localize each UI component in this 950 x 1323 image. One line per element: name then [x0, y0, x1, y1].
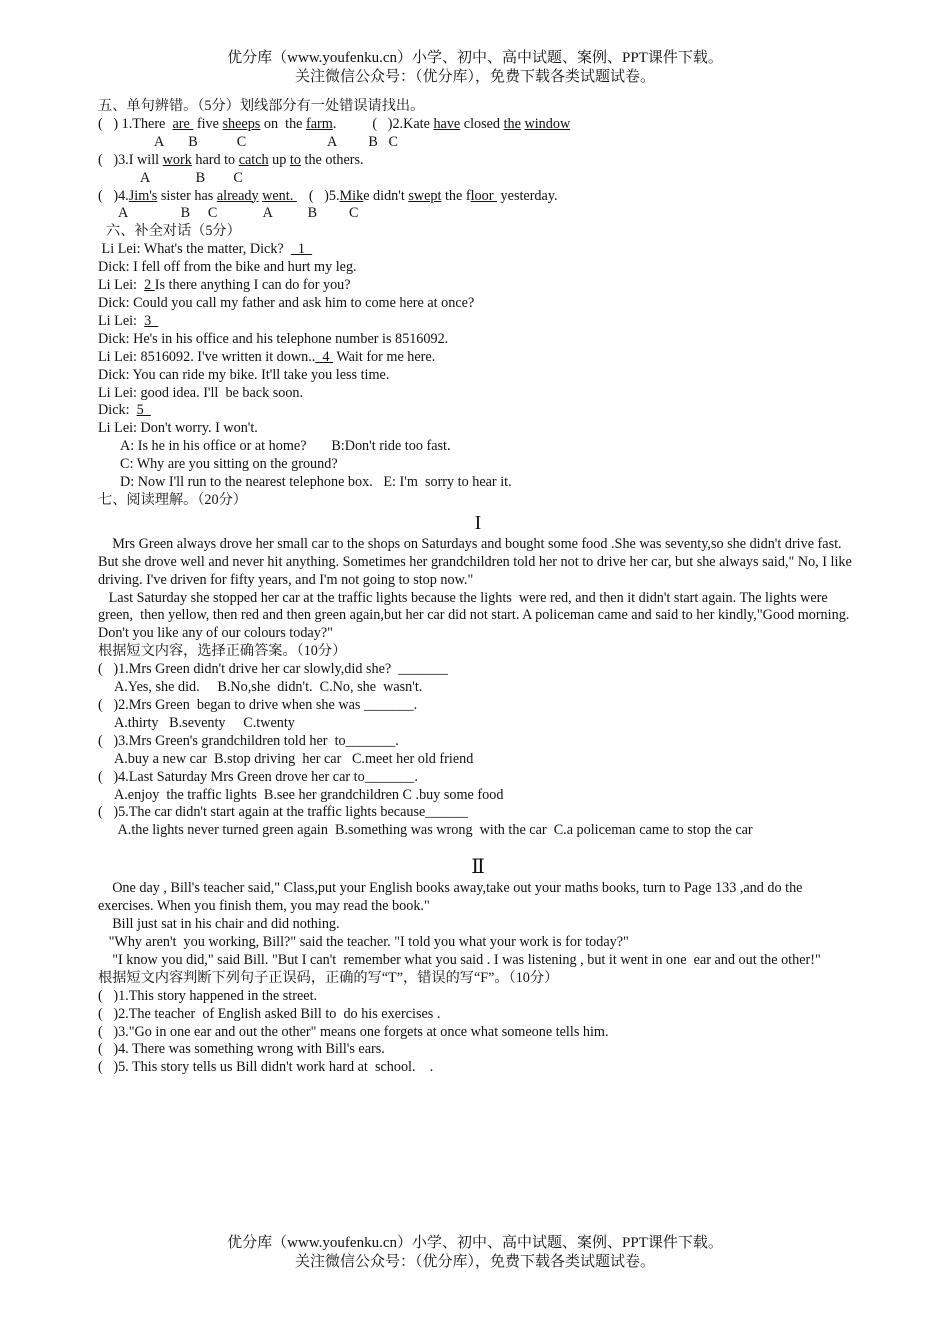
page-header — [0, 49, 950, 87]
q5-prefix: ( )5. — [308, 187, 340, 204]
passage2-paragraph: One day , Bill's teacher said," Class,put your English books away,take out your maths books, turn to Page 133 ,and do the exercises. When you finish them, you may read the book." — [98, 880, 807, 915]
section5-title: 五、单句辨错。（5分）划线部分有一处错误请找出。 — [98, 98, 425, 114]
passage2-instruction: 根据短文内容判断下列句子正误码，正确的写“T”，错误的写“F”。（10分） — [98, 969, 559, 986]
q2-part-c: window — [524, 115, 571, 132]
dialogue-blank: 5 — [136, 402, 151, 419]
dialogue-line — [98, 277, 858, 295]
passage2-question: ( )1.This story happened in the street. — [98, 987, 318, 1004]
dialogue-line — [98, 241, 858, 259]
dialogue-text: Dick: You can ride my bike. It'll take you less time. — [98, 366, 390, 383]
dialogue-blank: 2 — [144, 277, 155, 294]
passage1-questions — [98, 661, 858, 840]
passage2-paragraph: "Why aren't you working, Bill?" said the teacher. "I told you what your work is for today?" — [98, 933, 629, 950]
passage1-options: A.the lights never turned green again B.something was wrong with the car C.a policeman came to stop the car — [114, 822, 753, 839]
section5-letters-row-2: A B C — [140, 169, 243, 186]
passage1-question: ( )3.Mrs Green's grandchildren told her to_______. — [98, 732, 399, 749]
dialogue-line — [98, 259, 858, 277]
q1-prefix: ( ) 1.There — [98, 115, 173, 132]
passage1-instruction: 根据短文内容，选择正确答案。（10分） — [98, 643, 347, 660]
q4-part-c: went. — [262, 187, 297, 204]
q4-prefix: ( )4. — [98, 187, 129, 204]
dialogue-option: C: Why are you sitting on the ground? — [120, 456, 338, 473]
q1-mid-1: five — [193, 115, 223, 132]
dialogue-text: Dick: Could you call my father and ask him to come here at once? — [98, 294, 475, 311]
q5-part-c: loor — [470, 187, 497, 204]
dialogue-line — [98, 295, 858, 313]
passage1-question: ( )1.Mrs Green didn't drive her car slowly,did she? _______ — [98, 661, 448, 678]
q3-mid-2: up — [268, 151, 290, 168]
dialogue-option: D: Now I'll run to the nearest telephone box. E: I'm sorry to hear it. — [120, 474, 512, 491]
dialogue-text: Is there anything I can do for you? — [154, 277, 351, 294]
section5-letters-row-1: A B C A B C — [154, 133, 398, 150]
q4-mid-1: sister has — [157, 187, 217, 204]
q3-part-a: work — [162, 151, 192, 168]
dialogue-text: Li Lei: good idea. I'll be back soon. — [98, 384, 304, 401]
header-line-2: 关注微信公众号：（优分库），免费下载各类试题试卷。 — [294, 69, 655, 85]
section7-title: 七、阅读理解。（20分） — [98, 491, 247, 508]
dialogue-text: Dick: I fell off from the bike and hurt my leg. — [98, 259, 357, 276]
q4-part-b: already — [216, 187, 259, 204]
passage1-question: ( )4.Last Saturday Mrs Green drove her car to_______. — [98, 768, 418, 785]
passage1-question: ( )5.The car didn't start again at the traffic lights because______ — [98, 804, 468, 821]
passage2-question: ( )2.The teacher of English asked Bill to do his exercises . — [98, 1005, 441, 1022]
passage2-paragraph: "I know you did," said Bill. "But I can't remember what you said . I was listening , but it went in one ear and out the other!" — [98, 951, 821, 968]
passage2-question: ( )3."Go in one ear and out the other" means one forgets at once what someone tells him. — [98, 1023, 609, 1040]
q4-part-a: Jim's — [128, 187, 158, 204]
exam-content — [98, 98, 858, 1077]
dialogue-line — [98, 313, 858, 331]
passage1-paragraph: Mrs Green always drove her small car to the shops on Saturdays and bought some food .She was seventy,so she didn't drive fast. But she drove well and never hit anything. Sometimes her grandchildren told her not to drive her car, but she always said," No, I like driving. I've driven for fifty years, and I'm not going to stop now." — [98, 535, 856, 588]
section6-title: 六、补全对话（5分） — [106, 223, 241, 240]
q5-part-b: swept — [408, 187, 442, 204]
passage1-options: A.Yes, she did. B.No,she didn't. C.No, she wasn't. — [114, 679, 423, 696]
dialogue-line — [98, 420, 858, 438]
dialogue-line — [98, 331, 858, 349]
q2-part-b: the — [503, 115, 521, 132]
dialogue-line — [98, 367, 858, 385]
q2-part-a: have — [433, 115, 461, 132]
section5-question-row-3 — [98, 188, 858, 206]
dialogue-text: Li Lei: — [98, 312, 145, 329]
dialogue-options — [98, 438, 858, 492]
q2-prefix: ( )2.Kate — [372, 115, 434, 132]
dialogue-line — [98, 385, 858, 403]
q3-part-c: to — [289, 151, 301, 168]
dialogue-blank: 3 — [144, 312, 159, 329]
q3-end: the others. — [300, 151, 364, 168]
dialogue-text: Li Lei: — [98, 277, 145, 294]
section5-question-row-1 — [98, 116, 858, 134]
q1-part-a: are — [172, 115, 194, 132]
passage1-options: A.buy a new car B.stop driving her car C.meet her old friend — [114, 750, 474, 767]
page-footer — [0, 1234, 950, 1272]
dialogue-text: Li Lei: Don't worry. I won't. — [98, 420, 258, 437]
q2-mid-1: closed — [460, 115, 504, 132]
dialogue — [98, 241, 858, 438]
passage1-question: ( )2.Mrs Green began to drive when she was _______. — [98, 697, 418, 713]
dialogue-option: A: Is he in his office or at home? B:Don't ride too fast. — [120, 438, 451, 455]
dialogue-text: Wait for me here. — [333, 348, 436, 365]
q5-mid-2: the f — [441, 187, 471, 204]
q5-part-a: Mik — [339, 187, 364, 204]
passage2-question: ( )5. This story tells us Bill didn't work hard at school. . — [98, 1059, 434, 1076]
header-line-1: 优分库（www.youfenku.cn）小学、初中、高中试题、案例、PPT课件下载。 — [227, 50, 723, 66]
passage1-options: A.enjoy the traffic lights B.see her grandchildren C .buy some food — [114, 786, 504, 803]
q5-mid-1: e didn't — [363, 187, 409, 204]
q5-end: yesterday. — [497, 187, 558, 204]
dialogue-text: Dick: — [98, 402, 137, 419]
section5-letters-row-3: A B C A B C — [118, 205, 359, 222]
dialogue-text: Dick: He's in his office and his telephone number is 8516092. — [98, 330, 449, 347]
passage1-paragraph: Last Saturday she stopped her car at the traffic lights because the lights were red, and then it didn't start again. The lights were green, then yellow, then red and then green again,but her car did not start. A policeman came and said to her kindly,"Good morning. Don't you like any of our colours today?" — [98, 589, 853, 642]
q3-prefix: ( )3.I will — [98, 151, 163, 168]
q1-part-b: sheeps — [222, 115, 261, 132]
passage1-options: A.thirty B.seventy C.twenty — [114, 714, 295, 731]
q1-mid-2: on the — [260, 115, 307, 132]
dialogue-blank: 1 — [290, 241, 313, 258]
q3-mid-1: hard to — [191, 151, 239, 168]
q1-part-c: farm — [306, 115, 333, 132]
section5-question-row-2 — [98, 152, 858, 170]
footer-line-1: 优分库（www.youfenku.cn）小学、初中、高中试题、案例、PPT课件下载。 — [227, 1235, 723, 1251]
q3-part-b: catch — [238, 151, 269, 168]
passage2-label: Ⅱ — [471, 856, 485, 879]
dialogue-blank: 4 — [315, 348, 334, 365]
dialogue-line — [98, 349, 858, 367]
dialogue-text: Li Lei: 8516092. I've written it down.. — [98, 348, 316, 365]
passage2-paragraph: Bill just sat in his chair and did nothing. — [98, 916, 340, 933]
q1-end: . — [332, 115, 337, 132]
dialogue-text: Li Lei: What's the matter, Dick? — [98, 241, 291, 258]
passage2-questions — [98, 988, 858, 1078]
passage1-label: I — [474, 511, 482, 534]
footer-line-2: 关注微信公众号：（优分库），免费下载各类试题试卷。 — [294, 1254, 655, 1270]
dialogue-line — [98, 402, 858, 420]
passage2-question: ( )4. There was something wrong with Bill's ears. — [98, 1041, 385, 1058]
